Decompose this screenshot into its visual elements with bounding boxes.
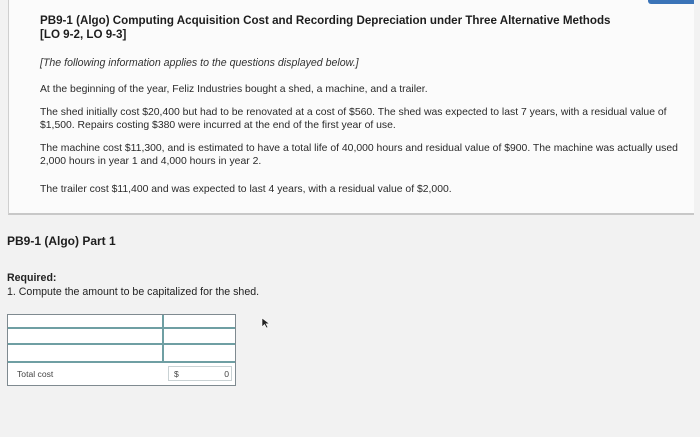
mouse-pointer-icon [261,317,271,329]
learning-objectives: [LO 9-2, LO 9-3] [40,28,127,41]
row-2-label-input[interactable] [10,332,158,344]
row-1-label-input[interactable] [10,316,158,328]
check-my-work-button[interactable] [648,0,694,4]
paragraph-trailer: The trailer cost $11,400 and was expected to last 4 years, with a residual value of $2,000. [40,184,452,195]
instructions-note: [The following information applies to the questions displayed below.] [40,57,359,69]
row-3-label-input[interactable] [10,348,158,360]
required-label: Required: [7,272,57,284]
total-row [8,363,235,385]
row-3-amount-input[interactable] [166,348,232,360]
paragraph-machine: The machine cost $11,300, and is estimated to have a total life of 40,000 hours and residual value of $900. The machine was actually used 2,000 hours in year 1 and 4,000 hours in year 2. [40,143,678,167]
question-text: 1. Compute the amount to be capitalized for the shed. [7,286,260,298]
part-heading: PB9-1 (Algo) Part 1 [7,234,116,248]
table-row [8,331,235,345]
table-row [8,347,235,363]
table-row [8,315,235,329]
row-2-amount-input[interactable] [166,332,232,344]
paragraph-intro: At the beginning of the year, Feliz Industries bought a shed, a machine, and a trailer. [40,84,428,95]
currency-symbol: $ [174,369,179,379]
answer-table [7,314,236,386]
total-cost-value: 0 [224,369,229,379]
column-divider [162,315,164,363]
problem-title-text: PB9-1 (Algo) Computing Acquisition Cost and Recording Depreciation under Three Alternative Methods [40,14,611,27]
row-1-amount-input[interactable] [166,316,232,328]
problem-title [40,14,680,42]
problem-statement-card [8,0,694,215]
paragraph-shed: The shed initially cost $20,400 but had to be renovated at a cost of $560. The shed was expected to last 7 years, with a residual value of $1,500. Repairs costing $380 were incurred at the end of the first year of use. [40,107,667,131]
total-cost-label: Total cost [17,369,54,379]
